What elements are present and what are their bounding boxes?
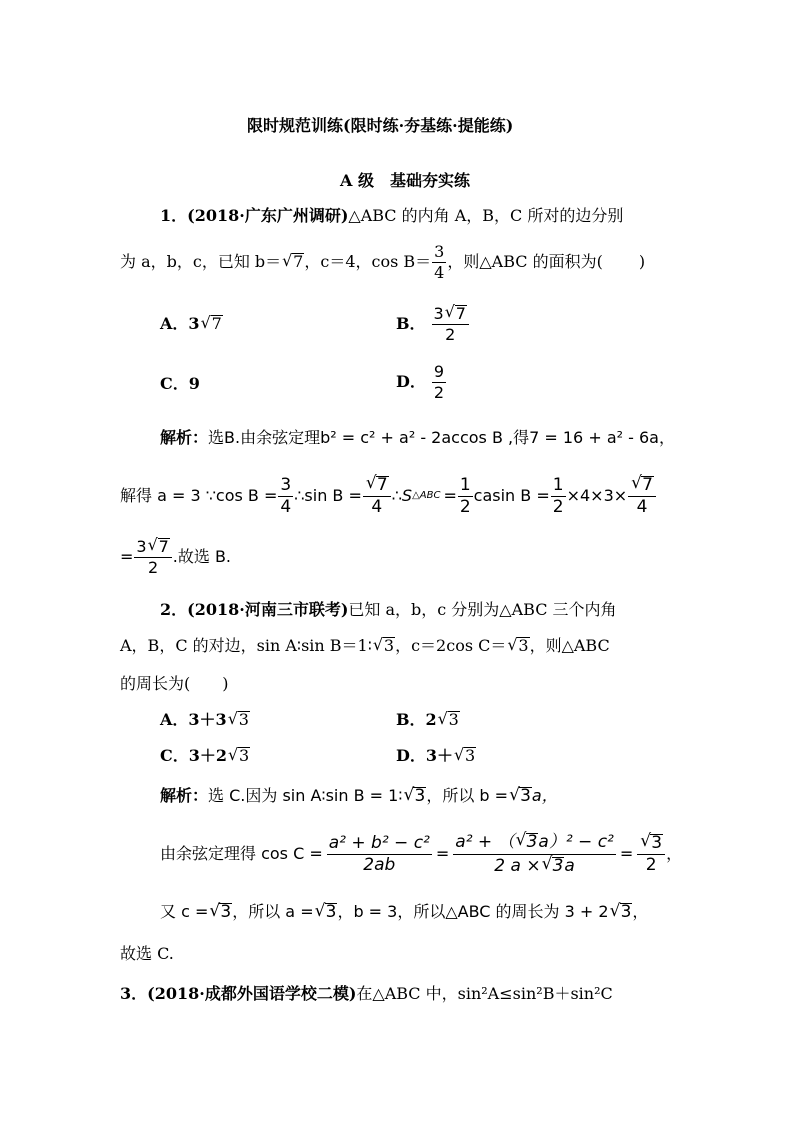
fraction-3sqrt7-2: $\frac{3√ 7}{2}$ <box>432 305 469 344</box>
solution-1-line-3: = $\frac{3√ 7}{2}$ .故选 B. <box>120 532 231 582</box>
sqrt-7: √ 7 <box>282 252 304 272</box>
page-title: 限时规范训练(限时练·夯基练·提能练) <box>247 116 514 135</box>
question-text: △ABC 的内角 A，B，C 所对的边分别 <box>348 206 624 225</box>
question-1-line-1 <box>160 206 623 226</box>
option-c[interactable]: C．3＋2 √ 3 <box>160 746 250 766</box>
question-2-line-2: A，B，C 的对边，sin A∶sin B＝1∶ √ 3 ，c＝2cos C＝ √ 3 ，则△ABC <box>120 636 610 656</box>
question-text: 已知 a，b，c 分别为△ABC 三个内角 <box>348 600 617 619</box>
solution-label: 解析： <box>160 786 209 805</box>
question-number: 1． <box>160 206 188 225</box>
solution-2-line-1: 解析： 选 C.因为 sin A∶sin B = 1∶ √ 3 ，所以 b = √ 3 a， <box>160 786 558 806</box>
question-text: 为 a，b，c，已知 b＝ <box>120 252 282 271</box>
solution-text: 选B.由余弦定理b² = c² + a² - 2accos B ,得7 = 16 + a² - 6a， <box>208 428 675 447</box>
sqrt-3: √ 3 <box>507 636 529 656</box>
option-d[interactable]: D．3＋ √ 3 <box>396 746 476 766</box>
question-text: ，则△ABC 的面积为( <box>447 252 603 271</box>
sqrt-7: √ 7 <box>201 314 223 334</box>
fraction-sqrt3-2: √ $\frac{3}{2}$ <box>637 834 665 875</box>
question-source: (2018·成都外国语学校二模) <box>147 984 357 1003</box>
fraction-substituted: $\frac{\text{a² + （√ 3a）² − c²}}{2 a \times√ 3a}$ <box>453 833 616 876</box>
fraction-3-4: $\frac{3}{4}$ <box>434 241 445 282</box>
solution-2-line-3: 又 c = √ 3 ，所以 a = √ 3 ，b = 3，所以△ABC 的周长为 3 + 2 √ 3 ， <box>160 902 648 922</box>
solution-label: 解析： <box>160 428 209 447</box>
fraction-1-2: $\frac{1}{2}$ <box>459 474 471 517</box>
option-a[interactable]: A．3＋3 √ 3 <box>160 710 250 730</box>
question-1-line-2 <box>120 240 645 284</box>
question-text: ，c＝4，cos B＝ <box>304 252 432 271</box>
question-2-line-3: 的周长为( ) <box>120 674 229 693</box>
close-paren: ) <box>638 252 646 271</box>
question-number: 2． <box>160 600 188 619</box>
fraction-cosine-law: $\frac{\text{a² + b² − c²}}{2ab}$ <box>328 832 430 875</box>
question-source: (2018·广东广州调研) <box>187 206 349 225</box>
fraction-3-4: $\frac{3}{4}$ <box>280 474 292 517</box>
solution-1-line-2: 解得 a = 3 ∵cos B = $\frac{3}{4}$ ∴sin B = √ $\frac{7}{4}$ ∴S △ABC = $\frac{1}{2}$ casin B = $\frac{1}{2}$ ×4×3× √ $\frac{7}{4}$ <box>120 470 657 522</box>
option-d[interactable]: D． $\frac{9}{2}$ <box>396 361 445 402</box>
fraction-sqrt7-4: √ $\frac{7}{4}$ <box>363 476 391 517</box>
option-c[interactable]: C．9 <box>160 374 200 393</box>
fraction-1-2: $\frac{1}{2}$ <box>552 474 564 517</box>
question-3-line-1 <box>120 984 613 1004</box>
option-b[interactable]: B． $\frac{3√ 7}{2}$ <box>396 300 470 348</box>
fraction-9-2: $\frac{9}{2}$ <box>433 361 445 402</box>
section-heading: A 级 基础夯实练 <box>340 171 470 190</box>
fraction-sqrt7-4: √ $\frac{7}{4}$ <box>628 476 656 517</box>
solution-1-line-1 <box>160 428 675 448</box>
option-b[interactable]: B．2 √ 3 <box>396 710 460 730</box>
question-text: 在△ABC 中，sin²A≤sin²B＋sin²C <box>356 984 613 1003</box>
sqrt-3: √ 3 <box>373 636 395 656</box>
question-source: (2018·河南三市联考) <box>187 600 349 619</box>
question-2-line-1 <box>160 600 617 620</box>
question-number: 3． <box>120 984 148 1003</box>
fraction-3sqrt7-2: $\frac{3√ 7}{2}$ <box>134 538 171 577</box>
solution-2-line-2: 由余弦定理得 cos C = $\frac{\text{a² + b² − c²}}{2ab}$ = $\frac{\text{a² + （√ 3a）² − c²}}{2 a \times√ 3a}$ = √ $\frac{3}{2}$ ， <box>160 826 682 882</box>
option-a[interactable]: A． 3 √ 7 <box>160 314 223 334</box>
solution-2-line-4: 故选 C. <box>120 944 174 963</box>
